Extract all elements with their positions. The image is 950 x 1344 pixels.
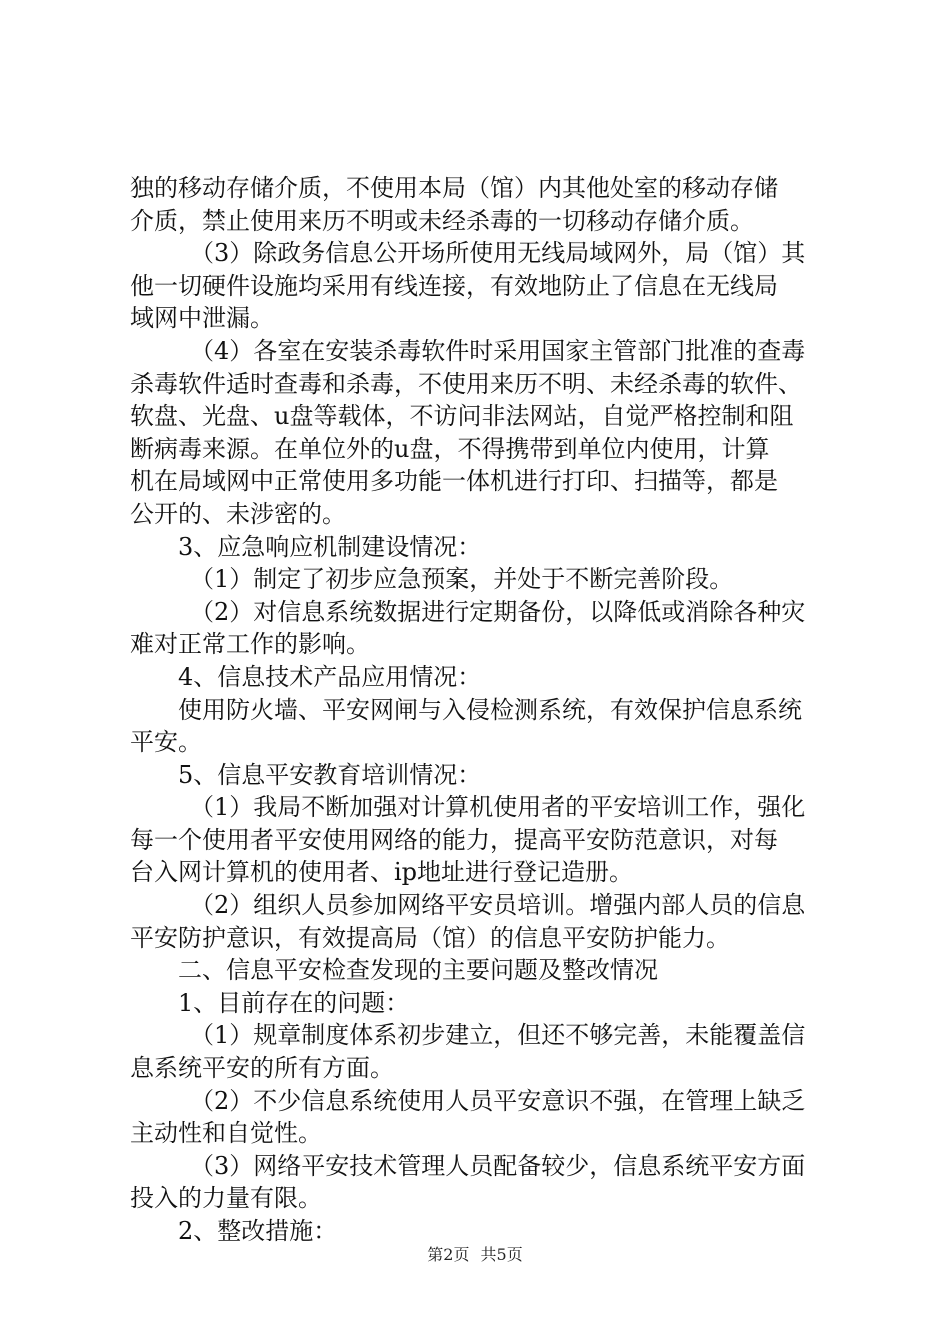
body-line: （2）不少信息系统使用人员平安意识不强，在管理上缺乏 [190, 1086, 806, 1115]
body-line: （1）制定了初步应急预案，并处于不断完善阶段。 [190, 565, 734, 594]
body-line: 独的移动存储介质，不使用本局（馆）内其他处室的移动存储 [130, 174, 778, 202]
body-line: （3）除政务信息公开场所使用无线局域网外，局（馆）其 [190, 239, 806, 268]
body-line: 台入网计算机的使用者、ip地址进行登记造册。 [130, 858, 634, 887]
body-line: 每一个使用者平安使用网络的能力，提高平安防范意识，对每 [130, 825, 778, 854]
body-line: （3）网络平安技术管理人员配备较少，信息系统平安方面 [190, 1151, 806, 1180]
body-line: 软盘、光盘、u盘等载体，不访问非法网站，自觉严格控制和阻 [130, 402, 794, 431]
body-line: 平安。 [130, 728, 202, 757]
section-heading: 3、应急响应机制建设情况： [178, 532, 482, 561]
body-line: （1）我局不断加强对计算机使用者的平安培训工作，强化 [190, 793, 806, 822]
page-footer [0, 1242, 950, 1265]
body-line: 投入的力量有限。 [130, 1184, 322, 1213]
body-line: （2）对信息系统数据进行定期备份，以降低或消除各种灾 [190, 597, 806, 626]
body-line: 息系统平安的所有方面。 [130, 1054, 394, 1083]
body-line: （1）规章制度体系初步建立，但还不够完善，未能覆盖信 [190, 1021, 806, 1050]
body-line: （2）组织人员参加网络平安员培训。增强内部人员的信息 [190, 891, 806, 920]
body-line: 域网中泄漏。 [130, 304, 274, 333]
page-total: 共5页 [480, 1245, 523, 1264]
document-body [130, 172, 830, 1248]
body-line: 断病毒来源。在单位外的u盘，不得携带到单位内使用，计算 [130, 434, 770, 463]
body-line: 主动性和自觉性。 [130, 1119, 322, 1148]
body-line: 公开的、未涉密的。 [130, 499, 346, 528]
body-line: 使用防火墙、平安网闸与入侵检测系统，有效保护信息系统 [178, 695, 802, 724]
section-heading: 二、信息平安检查发现的主要问题及整改情况 [178, 956, 658, 985]
section-heading: 5、信息平安教育培训情况： [178, 760, 482, 789]
section-heading: 1、目前存在的问题： [178, 988, 410, 1017]
body-line: 平安防护意识，有效提高局（馆）的信息平安防护能力。 [130, 923, 730, 952]
body-line: 介质，禁止使用来历不明或未经杀毒的一切移动存储介质。 [130, 206, 754, 235]
section-heading: 4、信息技术产品应用情况： [178, 662, 482, 691]
body-line: 杀毒软件适时查毒和杀毒，不使用来历不明、未经杀毒的软件、 [130, 369, 802, 398]
body-line: （4）各室在安装杀毒软件时采用国家主管部门批准的查毒 [190, 336, 806, 365]
page-number: 第2页 [427, 1245, 470, 1264]
body-line: 机在局域网中正常使用多功能一体机进行打印、扫描等，都是 [130, 467, 778, 496]
body-line: 难对正常工作的影响。 [130, 630, 370, 659]
body-line: 他一切硬件设施均采用有线连接，有效地防止了信息在无线局 [130, 271, 778, 300]
section-heading: 2、整改措施： [178, 1217, 338, 1245]
